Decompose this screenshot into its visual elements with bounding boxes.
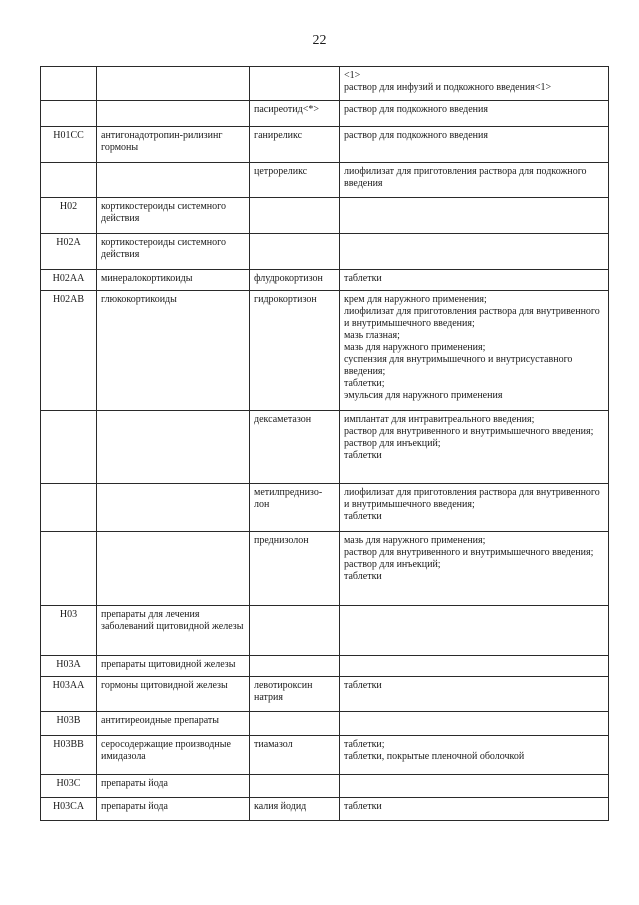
dosage-form-cell: таблетки xyxy=(340,270,609,291)
group-cell: кортикостероиды системного действия xyxy=(97,234,250,270)
atc-code-cell: H03C xyxy=(41,775,97,798)
drug-name-cell: калия йодид xyxy=(250,798,340,821)
group-cell: антигонадотропин-рилизинг гормоны xyxy=(97,127,250,163)
atc-code-cell: H02AB xyxy=(41,291,97,411)
drug-name-cell xyxy=(250,656,340,677)
group-cell xyxy=(97,484,250,532)
table-row xyxy=(41,606,609,656)
group-cell xyxy=(97,411,250,484)
drug-name-cell xyxy=(250,67,340,101)
table-row xyxy=(41,198,609,234)
table-row xyxy=(41,656,609,677)
drug-name-cell: метилпреднизо- лон xyxy=(250,484,340,532)
dosage-form-cell: таблетки xyxy=(340,798,609,821)
group-cell xyxy=(97,163,250,198)
dosage-form-cell: имплантат для интравитреального введения; раствор для внутривенного и внутримышечного введения; раствор для инъекций; таблетки xyxy=(340,411,609,484)
atc-code-cell xyxy=(41,532,97,606)
drug-name-cell: гидрокортизон xyxy=(250,291,340,411)
atc-code-cell: H03A xyxy=(41,656,97,677)
dosage-form-cell: раствор для подкожного введения xyxy=(340,101,609,127)
drug-name-cell xyxy=(250,712,340,736)
drug-name-cell: дексаметазон xyxy=(250,411,340,484)
group-cell xyxy=(97,532,250,606)
table-row xyxy=(41,736,609,775)
table-row xyxy=(41,67,609,101)
drug-name-cell: преднизолон xyxy=(250,532,340,606)
table-row xyxy=(41,677,609,712)
table-row xyxy=(41,101,609,127)
drug-name-cell xyxy=(250,198,340,234)
drug-name-cell: цетрореликс xyxy=(250,163,340,198)
atc-code-cell xyxy=(41,163,97,198)
atc-code-cell xyxy=(41,67,97,101)
table-row xyxy=(41,127,609,163)
atc-code-cell: H03B xyxy=(41,712,97,736)
drug-name-cell: левотироксин натрия xyxy=(250,677,340,712)
drug-name-cell: тиамазол xyxy=(250,736,340,775)
group-cell: глюкокортикоиды xyxy=(97,291,250,411)
drug-name-cell xyxy=(250,775,340,798)
group-cell: гормоны щитовидной железы xyxy=(97,677,250,712)
atc-code-cell: H03 xyxy=(41,606,97,656)
page-number: 22 xyxy=(312,33,327,48)
dosage-form-cell: крем для наружного применения; лиофилизат для приготовления раствора для внутривенного и внутримышечного введения; мазь глазная; мазь для наружного применения; суспензия для внутримышечного и внутрисуставного введения; таблетки; эмульсия для наружного применения xyxy=(340,291,609,411)
dosage-form-cell: таблетки xyxy=(340,677,609,712)
table-row xyxy=(41,270,609,291)
group-cell: кортикостероиды системного действия xyxy=(97,198,250,234)
group-cell xyxy=(97,101,250,127)
dosage-form-cell xyxy=(340,606,609,656)
table-row xyxy=(41,712,609,736)
table-row xyxy=(41,163,609,198)
table-row xyxy=(41,411,609,484)
group-cell xyxy=(97,67,250,101)
group-cell: препараты для лечения заболеваний щитовидной железы xyxy=(97,606,250,656)
atc-code-cell: H02 xyxy=(41,198,97,234)
dosage-form-cell xyxy=(340,775,609,798)
atc-code-cell: H03CA xyxy=(41,798,97,821)
drug-name-cell xyxy=(250,234,340,270)
dosage-form-cell xyxy=(340,656,609,677)
atc-code-cell xyxy=(41,484,97,532)
dosage-form-cell: лиофилизат для приготовления раствора для внутривенного и внутримышечного введения; таблетки xyxy=(340,484,609,532)
table-row xyxy=(41,532,609,606)
atc-code-cell: H03AA xyxy=(41,677,97,712)
dosage-form-cell: лиофилизат для приготовления раствора для подкожного введения xyxy=(340,163,609,198)
atc-code-cell xyxy=(41,411,97,484)
dosage-form-cell xyxy=(340,234,609,270)
atc-code-cell: H02A xyxy=(41,234,97,270)
dosage-form-cell: <1> раствор для инфузий и подкожного введения<1> xyxy=(340,67,609,101)
group-cell: минералокортикоиды xyxy=(97,270,250,291)
atc-code-cell: H01CC xyxy=(41,127,97,163)
dosage-form-cell: мазь для наружного применения; раствор для внутривенного и внутримышечного введения; раствор для инъекций; таблетки xyxy=(340,532,609,606)
atc-code-cell xyxy=(41,101,97,127)
table-row xyxy=(41,775,609,798)
dosage-form-cell xyxy=(340,712,609,736)
group-cell: препараты щитовидной железы xyxy=(97,656,250,677)
group-cell: антитиреоидные препараты xyxy=(97,712,250,736)
table-row xyxy=(41,798,609,821)
drug-name-cell xyxy=(250,606,340,656)
table-row xyxy=(41,484,609,532)
group-cell: препараты йода xyxy=(97,775,250,798)
drug-name-cell: ганиреликс xyxy=(250,127,340,163)
dosage-form-cell: таблетки; таблетки, покрытые пленочной оболочкой xyxy=(340,736,609,775)
group-cell: серосодержащие производные имидазола xyxy=(97,736,250,775)
atc-code-cell: H02AA xyxy=(41,270,97,291)
table-row xyxy=(41,234,609,270)
drug-name-cell: пасиреотид<*> xyxy=(250,101,340,127)
dosage-form-cell xyxy=(340,198,609,234)
drug-name-cell: флудрокортизон xyxy=(250,270,340,291)
dosage-form-cell: раствор для подкожного введения xyxy=(340,127,609,163)
table-row xyxy=(41,291,609,411)
atc-code-cell: H03BB xyxy=(41,736,97,775)
drug-table xyxy=(40,66,609,821)
group-cell: препараты йода xyxy=(97,798,250,821)
